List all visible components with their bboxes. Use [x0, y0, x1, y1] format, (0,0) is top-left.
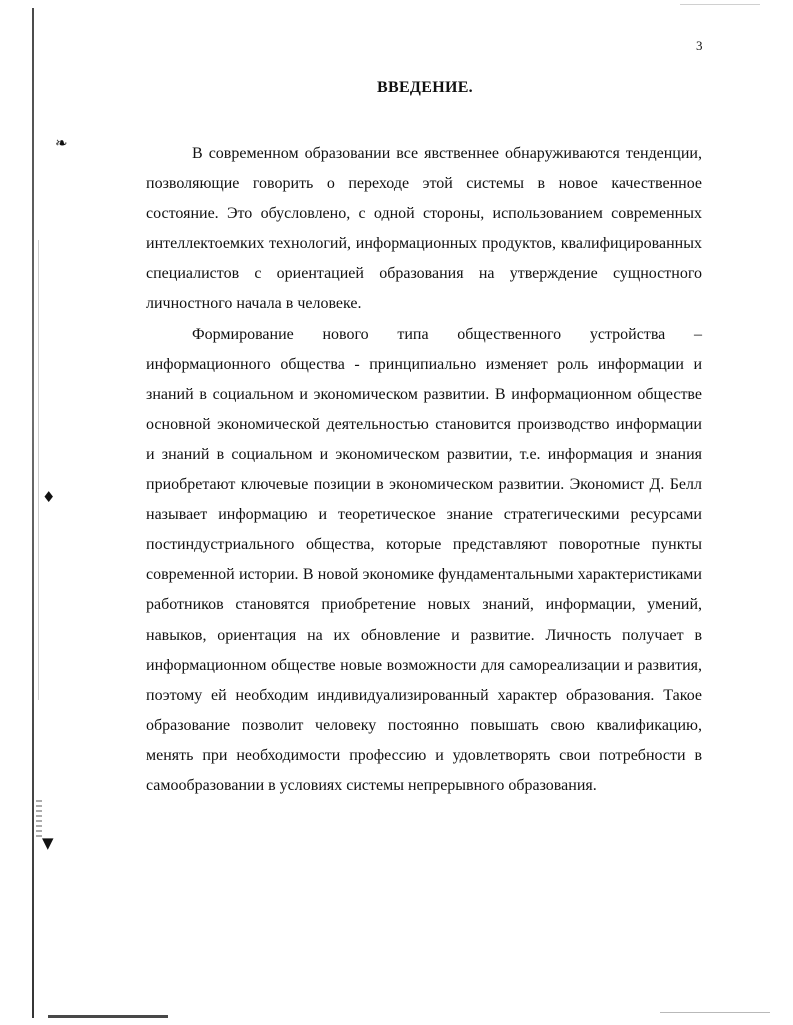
- paragraph: Формирование нового типа общественного устройства – информационного общества - принципиально изменяет роль информации и знаний в социальном и экономическом развитии. В информационном обществе основной экономической деятельностью становится производство информации и знаний в социальном и экономическом развитии, т.е. информация и знания приобретают ключевые позиции в экономическом развитии. Экономист Д. Белл называет информацию и теоретическое знание стратегическими ресурсами постиндустриального общества, которые представляют поворотные пункты современной истории. В новой экономике фундаментальными характеристиками работников становятся приобретение новых знаний, информации, умений, навыков, ориентация на их обновление и развитие. Личность получает в информационном обществе новые возможности для самореализации и развития, поэтому ей необходим индивидуализированный характер образования. Такое образование позволит человеку постоянно повышать свою квалификацию, менять при необходимости профессию и удовлетворять свои потребности в самообразовании в условиях системы непрерывного образования.: [146, 325, 702, 794]
- scan-edge-left: [32, 8, 34, 1018]
- binding-hole-icon: ♦: [42, 488, 56, 506]
- body-text: [146, 139, 702, 801]
- scan-edge-left-faint: [38, 240, 39, 700]
- scan-edge-top-right: [680, 4, 760, 5]
- page-number: 3: [696, 38, 703, 53]
- binding-hole-icon: ❧: [55, 134, 68, 152]
- paragraph: В современном образовании все явственнее обнаруживаются тенденции, позволяющие говорить о переходе этой системы в новое качественное состояние. Это обусловлено, с одной стороны, использованием современных интеллектоемких технологий, информационных продуктов, квалифицированных специалистов с ориентацией образования на утверждение сущностного личностного начала в человеке.: [146, 145, 702, 313]
- scan-edge-bottom-right: [660, 1012, 770, 1013]
- binding-hole-icon: ▼: [42, 834, 54, 852]
- scan-edge-bottom-left: [48, 1015, 168, 1018]
- page-title: ВВЕДЕНИЕ.: [377, 79, 473, 96]
